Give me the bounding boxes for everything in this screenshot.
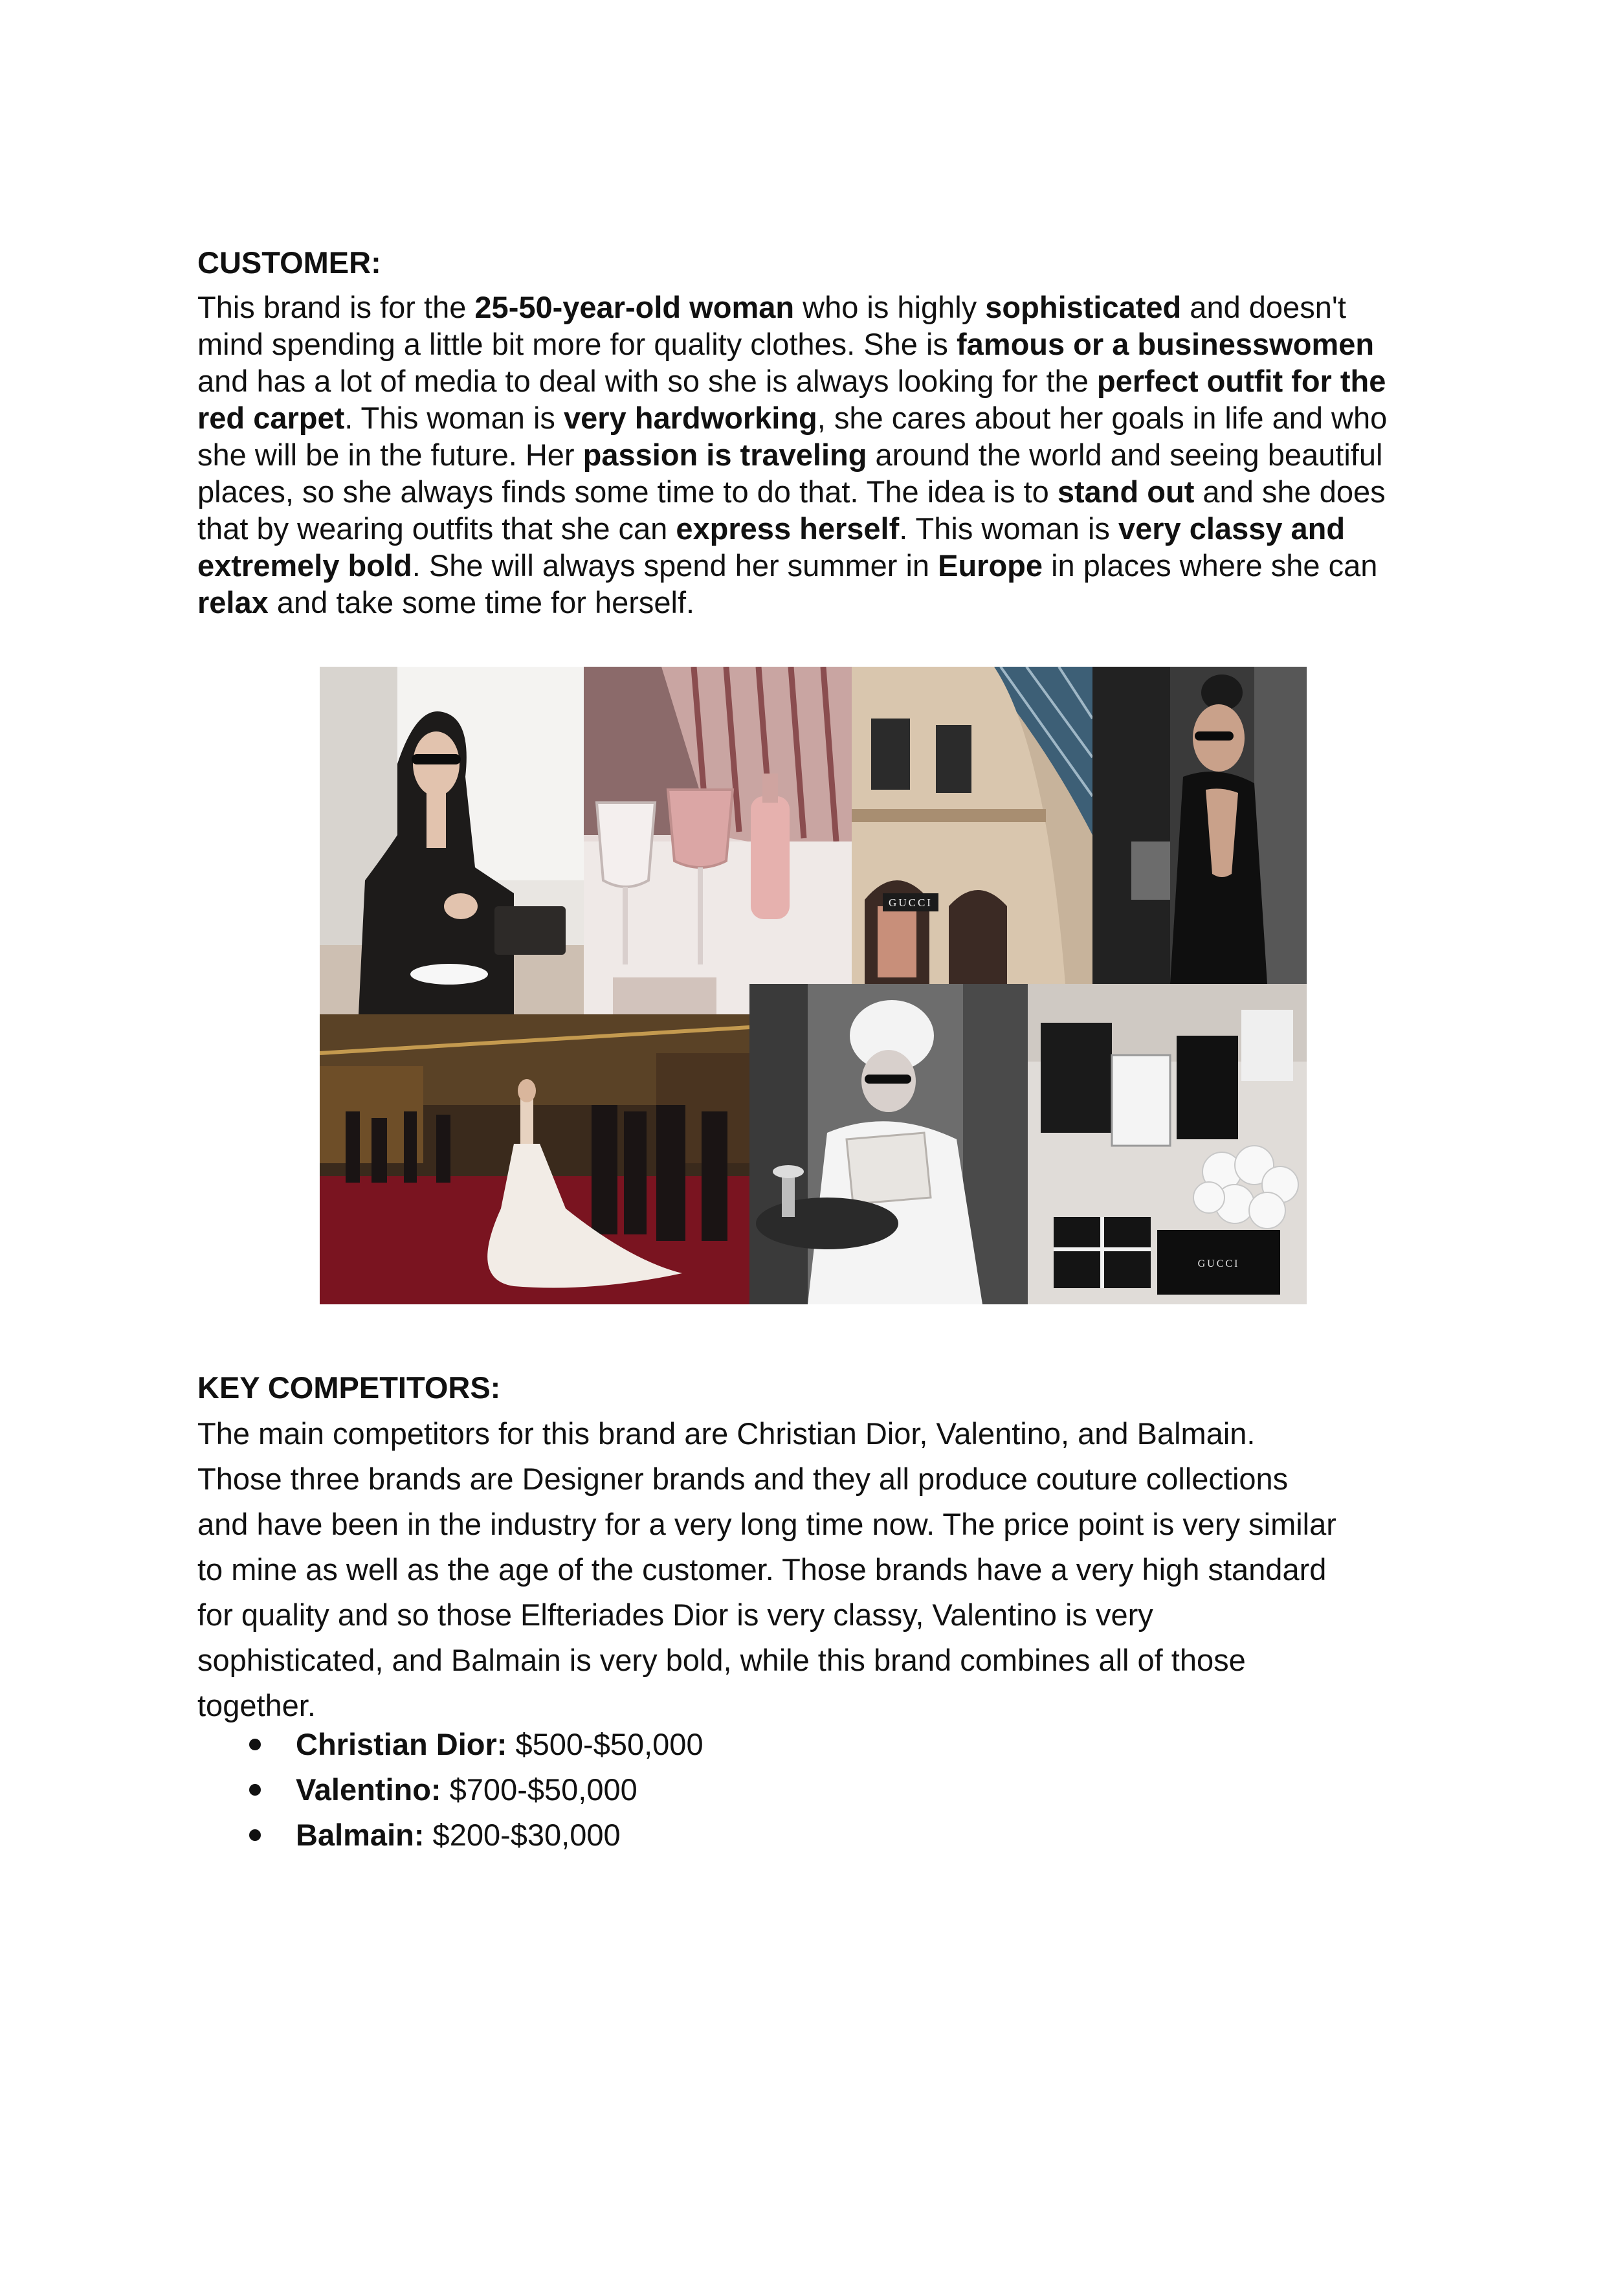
body-text: . This woman is xyxy=(899,511,1118,546)
emphasis-text: express herself xyxy=(676,511,900,546)
emphasis-text: passion is traveling xyxy=(582,438,867,472)
emphasis-text: red carpet xyxy=(197,401,345,435)
emphasis-text: perfect outfit for the xyxy=(1096,364,1386,398)
body-text: . She will always spend her summer in xyxy=(412,548,938,583)
competitor-name: Balmain: xyxy=(296,1818,425,1852)
bullet-icon xyxy=(249,1829,261,1841)
competitors-text-line: The main competitors for this brand are Christian Dior, Valentino, and Balmain. xyxy=(197,1416,1256,1451)
gucci-box-text: GUCCI xyxy=(1197,1258,1240,1269)
customer-paragraph xyxy=(197,289,1453,621)
photo-wine-glasses xyxy=(584,667,852,1014)
body-text: who is highly xyxy=(794,290,986,324)
photo-black-dress xyxy=(1092,667,1307,984)
competitor-name: Christian Dior: xyxy=(296,1727,507,1761)
customer-text-line xyxy=(197,399,1453,436)
competitor-price: $500-$50,000 xyxy=(507,1727,704,1761)
photo-luxury-bags xyxy=(1028,984,1307,1304)
competitor-name: Valentino: xyxy=(296,1772,441,1807)
customer-text-line xyxy=(197,326,1453,362)
body-text: mind spending a little bit more for quality clothes. She is xyxy=(197,327,957,361)
emphasis-text: Europe xyxy=(938,548,1043,583)
body-text: around the world and seeing beautiful xyxy=(867,438,1383,472)
emphasis-text: famous or a businesswomen xyxy=(956,327,1375,361)
body-text: . This woman is xyxy=(344,401,564,435)
emphasis-text: extremely bold xyxy=(197,548,412,583)
customer-text-line xyxy=(197,436,1453,473)
emphasis-text: stand out xyxy=(1057,474,1195,509)
emphasis-text: very classy and xyxy=(1118,511,1346,546)
emphasis-text: 25-50-year-old woman xyxy=(474,290,795,324)
body-text: and she does xyxy=(1194,474,1386,509)
customer-heading: CUSTOMER: xyxy=(197,245,381,280)
photo-red-carpet xyxy=(320,1014,749,1304)
gucci-sign-text: GUCCI xyxy=(889,897,933,909)
body-text: , she cares about her goals in life and who xyxy=(817,401,1388,435)
competitors-text-line: Those three brands are Designer brands and they all produce couture collections xyxy=(197,1462,1289,1496)
body-text: and doesn't xyxy=(1181,290,1346,324)
body-text: that by wearing outfits that she can xyxy=(197,511,676,546)
competitors-text-line: for quality and so those Elfteriades Dior is very classy, Valentino is very xyxy=(197,1598,1153,1632)
customer-text-line xyxy=(197,510,1453,547)
bullet-icon xyxy=(249,1739,261,1750)
photo-bathrobe-reading xyxy=(749,984,1028,1304)
competitors-paragraph xyxy=(197,1411,1453,1728)
bullet-icon xyxy=(249,1784,261,1796)
customer-text-line xyxy=(197,547,1453,584)
competitors-text-line: to mine as well as the age of the customer. Those brands have a very high standard xyxy=(197,1552,1327,1587)
competitor-price: $700-$50,000 xyxy=(441,1772,637,1807)
customer-text-line xyxy=(197,473,1453,510)
competitors-text-line: together. xyxy=(197,1688,316,1722)
competitor-entry xyxy=(296,1722,704,1767)
photo-woman-cafe xyxy=(320,667,584,1014)
photo-galleria xyxy=(852,667,1092,984)
emphasis-text: very hardworking xyxy=(563,401,817,435)
body-text: places, so she always finds some time to do that. The idea is to xyxy=(197,474,1058,509)
emphasis-text: sophisticated xyxy=(985,290,1182,324)
customer-text-line xyxy=(197,362,1453,399)
competitor-price: $200-$30,000 xyxy=(424,1818,621,1852)
body-text: she will be in the future. Her xyxy=(197,438,583,472)
moodboard-collage xyxy=(320,667,1307,1304)
competitors-text-line: and have been in the industry for a very long time now. The price point is very similar xyxy=(197,1507,1336,1541)
body-text: This brand is for the xyxy=(197,290,475,324)
competitors-text-line: sophisticated, and Balmain is very bold, while this brand combines all of those xyxy=(197,1643,1246,1677)
competitor-entry xyxy=(296,1812,621,1858)
emphasis-text: relax xyxy=(197,585,269,619)
body-text: and take some time for herself. xyxy=(268,585,695,619)
customer-text-line xyxy=(197,289,1453,326)
customer-text-line xyxy=(197,584,1453,621)
competitors-heading: KEY COMPETITORS: xyxy=(197,1370,501,1405)
body-text: in places where she can xyxy=(1043,548,1378,583)
competitor-entry xyxy=(296,1767,637,1812)
body-text: and has a lot of media to deal with so she is always looking for the xyxy=(197,364,1097,398)
